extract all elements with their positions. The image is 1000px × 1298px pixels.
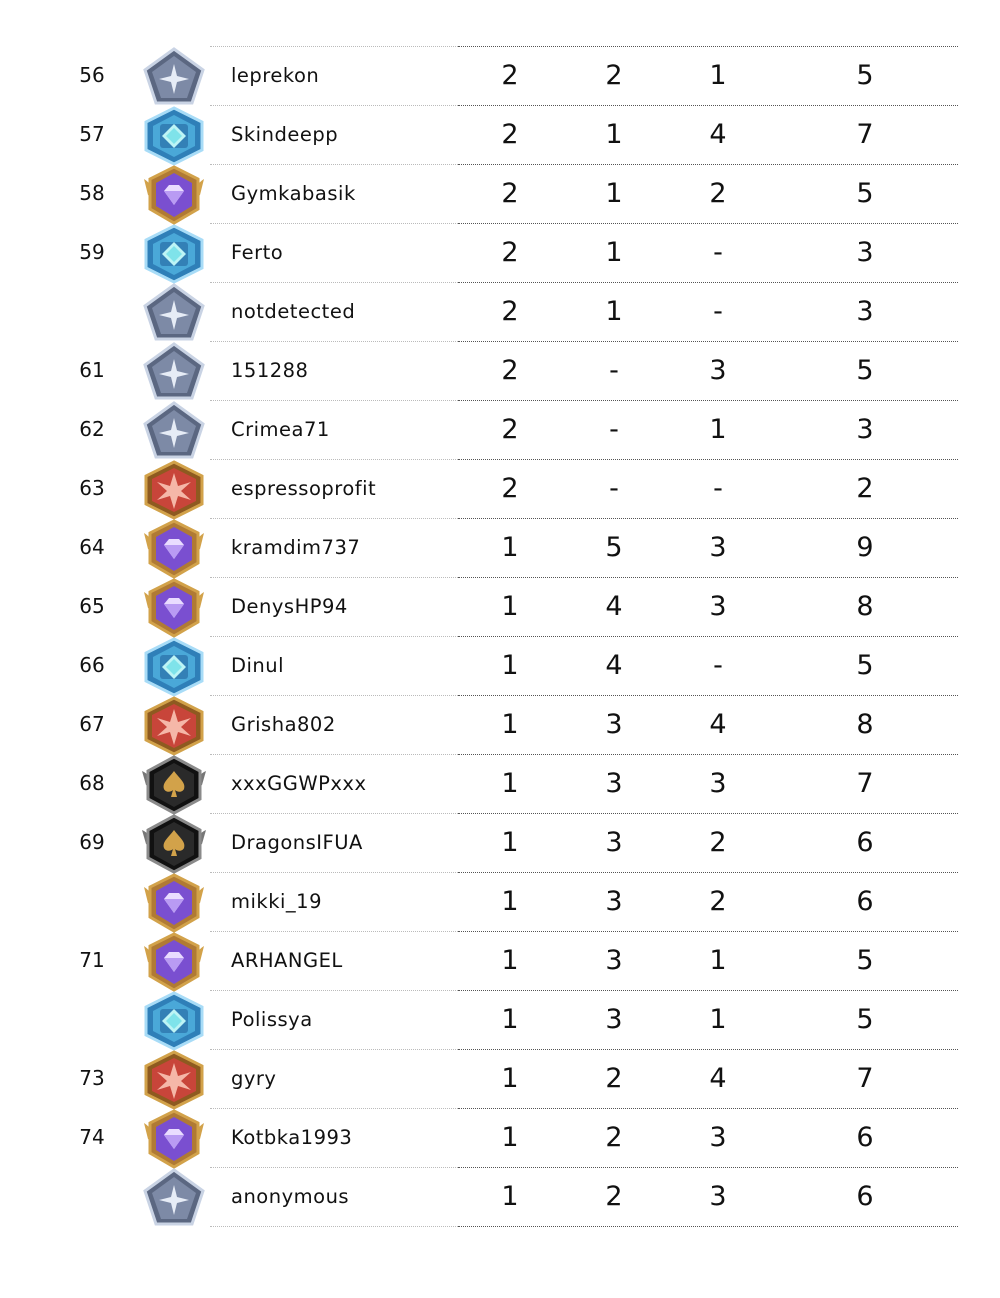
score-total: 7 bbox=[856, 1063, 874, 1094]
red-star-badge bbox=[140, 460, 208, 520]
score-column-1: 1 bbox=[501, 1181, 519, 1212]
rank-number: 59 bbox=[79, 240, 105, 264]
score-column-3: - bbox=[713, 473, 723, 504]
score-column-2: - bbox=[609, 473, 619, 504]
table-row bbox=[0, 755, 1000, 814]
table-row bbox=[0, 873, 1000, 932]
rank-number: 68 bbox=[79, 771, 105, 795]
purple-diamond-badge bbox=[140, 932, 208, 992]
rank-number: 65 bbox=[79, 594, 105, 618]
player-name: notdetected bbox=[231, 300, 356, 323]
player-name: gyry bbox=[231, 1067, 277, 1090]
rank-number: 58 bbox=[79, 181, 105, 205]
score-total: 8 bbox=[856, 709, 874, 740]
table-row bbox=[0, 342, 1000, 401]
black-spade-badge bbox=[140, 814, 208, 874]
score-column-3: 3 bbox=[709, 532, 727, 563]
rank-number: 73 bbox=[79, 1066, 105, 1090]
score-column-3: 3 bbox=[709, 1181, 727, 1212]
player-name: Grisha802 bbox=[231, 713, 336, 736]
purple-diamond-badge bbox=[140, 578, 208, 638]
silver-star-badge bbox=[140, 283, 208, 343]
score-total: 5 bbox=[856, 945, 874, 976]
black-spade-badge bbox=[140, 755, 208, 815]
score-total: 6 bbox=[856, 827, 874, 858]
score-column-1: 2 bbox=[501, 355, 519, 386]
blue-crystal-badge bbox=[140, 106, 208, 166]
score-column-3: 4 bbox=[709, 1063, 727, 1094]
score-column-3: 2 bbox=[709, 178, 727, 209]
player-name: Crimea71 bbox=[231, 418, 330, 441]
table-row bbox=[0, 47, 1000, 106]
score-total: 6 bbox=[856, 1122, 874, 1153]
table-row bbox=[0, 283, 1000, 342]
score-column-3: 2 bbox=[709, 886, 727, 917]
score-column-3: 1 bbox=[709, 1004, 727, 1035]
silver-star-badge bbox=[140, 1168, 208, 1228]
score-column-3: 3 bbox=[709, 1122, 727, 1153]
table-row bbox=[0, 401, 1000, 460]
purple-diamond-badge bbox=[140, 519, 208, 579]
silver-star-badge bbox=[140, 342, 208, 402]
score-column-1: 1 bbox=[501, 1122, 519, 1153]
score-column-1: 1 bbox=[501, 591, 519, 622]
table-row bbox=[0, 519, 1000, 578]
player-name: Polissya bbox=[231, 1008, 313, 1031]
table-row bbox=[0, 814, 1000, 873]
score-total: 5 bbox=[856, 355, 874, 386]
score-column-1: 2 bbox=[501, 473, 519, 504]
score-column-2: 1 bbox=[605, 296, 623, 327]
rank-number: 61 bbox=[79, 358, 105, 382]
score-column-2: 2 bbox=[605, 1122, 623, 1153]
red-star-badge bbox=[140, 696, 208, 756]
blue-crystal-badge bbox=[140, 991, 208, 1051]
purple-diamond-badge bbox=[140, 873, 208, 933]
blue-crystal-badge bbox=[140, 224, 208, 284]
score-column-2: 2 bbox=[605, 60, 623, 91]
score-column-1: 2 bbox=[501, 119, 519, 150]
rank-number: 62 bbox=[79, 417, 105, 441]
score-total: 9 bbox=[856, 532, 874, 563]
score-column-1: 1 bbox=[501, 1004, 519, 1035]
table-row bbox=[0, 696, 1000, 755]
rank-number: 67 bbox=[79, 712, 105, 736]
table-row bbox=[0, 1050, 1000, 1109]
table-row bbox=[0, 1109, 1000, 1168]
score-column-3: 3 bbox=[709, 355, 727, 386]
score-column-2: 3 bbox=[605, 768, 623, 799]
score-column-3: - bbox=[713, 237, 723, 268]
player-name: anonymous bbox=[231, 1185, 350, 1208]
player-name: Dinul bbox=[231, 654, 285, 677]
score-column-1: 2 bbox=[501, 414, 519, 445]
score-column-3: - bbox=[713, 650, 723, 681]
purple-diamond-badge bbox=[140, 1109, 208, 1169]
score-column-3: 3 bbox=[709, 768, 727, 799]
rank-number: 63 bbox=[79, 476, 105, 500]
score-column-2: 1 bbox=[605, 237, 623, 268]
score-column-1: 1 bbox=[501, 1063, 519, 1094]
score-total: 3 bbox=[856, 296, 874, 327]
score-column-2: - bbox=[609, 414, 619, 445]
player-name: Gymkabasik bbox=[231, 182, 356, 205]
rank-number: 74 bbox=[79, 1125, 105, 1149]
score-column-3: 3 bbox=[709, 591, 727, 622]
score-column-3: 1 bbox=[709, 945, 727, 976]
table-row bbox=[0, 224, 1000, 283]
score-column-2: 3 bbox=[605, 709, 623, 740]
player-name: ARHANGEL bbox=[231, 949, 343, 972]
score-column-2: 2 bbox=[605, 1181, 623, 1212]
player-name: leprekon bbox=[231, 64, 320, 87]
score-column-3: 4 bbox=[709, 119, 727, 150]
score-total: 5 bbox=[856, 650, 874, 681]
score-column-1: 2 bbox=[501, 237, 519, 268]
score-column-3: 1 bbox=[709, 60, 727, 91]
score-total: 7 bbox=[856, 119, 874, 150]
score-column-1: 1 bbox=[501, 827, 519, 858]
score-column-2: 3 bbox=[605, 827, 623, 858]
score-column-1: 2 bbox=[501, 178, 519, 209]
table-row bbox=[0, 578, 1000, 637]
score-column-2: 4 bbox=[605, 650, 623, 681]
rank-number: 56 bbox=[79, 63, 105, 87]
score-total: 6 bbox=[856, 886, 874, 917]
player-name: xxxGGWPxxx bbox=[231, 772, 367, 795]
rank-number: 71 bbox=[79, 948, 105, 972]
player-name: DragonsIFUA bbox=[231, 831, 363, 854]
score-column-2: - bbox=[609, 355, 619, 386]
score-column-2: 1 bbox=[605, 178, 623, 209]
rank-number: 69 bbox=[79, 830, 105, 854]
table-row bbox=[0, 460, 1000, 519]
score-column-1: 1 bbox=[501, 886, 519, 917]
player-name: espressoprofit bbox=[231, 477, 377, 500]
rank-number: 57 bbox=[79, 122, 105, 146]
score-column-1: 1 bbox=[501, 709, 519, 740]
player-name: Ferto bbox=[231, 241, 284, 264]
score-column-3: 1 bbox=[709, 414, 727, 445]
score-total: 7 bbox=[856, 768, 874, 799]
player-name: Kotbka1993 bbox=[231, 1126, 353, 1149]
table-row bbox=[0, 991, 1000, 1050]
score-total: 8 bbox=[856, 591, 874, 622]
score-total: 6 bbox=[856, 1181, 874, 1212]
score-column-2: 3 bbox=[605, 886, 623, 917]
purple-diamond-badge bbox=[140, 165, 208, 225]
table-row bbox=[0, 165, 1000, 224]
score-column-1: 1 bbox=[501, 945, 519, 976]
table-row bbox=[0, 106, 1000, 165]
silver-star-badge bbox=[140, 47, 208, 107]
rank-number: 66 bbox=[79, 653, 105, 677]
silver-star-badge bbox=[140, 401, 208, 461]
score-column-1: 2 bbox=[501, 296, 519, 327]
blue-crystal-badge bbox=[140, 637, 208, 697]
score-column-2: 5 bbox=[605, 532, 623, 563]
table-row bbox=[0, 637, 1000, 696]
score-total: 2 bbox=[856, 473, 874, 504]
score-total: 3 bbox=[856, 237, 874, 268]
player-name: Skindeepp bbox=[231, 123, 339, 146]
player-name: mikki_19 bbox=[231, 890, 322, 913]
table-row bbox=[0, 932, 1000, 991]
score-column-1: 1 bbox=[501, 532, 519, 563]
score-column-2: 2 bbox=[605, 1063, 623, 1094]
score-column-2: 1 bbox=[605, 119, 623, 150]
score-column-2: 3 bbox=[605, 945, 623, 976]
score-column-1: 1 bbox=[501, 650, 519, 681]
score-total: 5 bbox=[856, 60, 874, 91]
score-column-3: 2 bbox=[709, 827, 727, 858]
score-total: 3 bbox=[856, 414, 874, 445]
rank-number: 64 bbox=[79, 535, 105, 559]
score-total: 5 bbox=[856, 1004, 874, 1035]
red-star-badge bbox=[140, 1050, 208, 1110]
score-column-1: 2 bbox=[501, 60, 519, 91]
score-column-1: 1 bbox=[501, 768, 519, 799]
score-total: 5 bbox=[856, 178, 874, 209]
score-column-3: 4 bbox=[709, 709, 727, 740]
score-column-2: 3 bbox=[605, 1004, 623, 1035]
player-name: kramdim737 bbox=[231, 536, 361, 559]
player-name: 151288 bbox=[231, 359, 309, 382]
table-row bbox=[0, 1168, 1000, 1227]
player-name: DenysHP94 bbox=[231, 595, 348, 618]
leaderboard-table bbox=[0, 47, 1000, 1227]
score-column-3: - bbox=[713, 296, 723, 327]
score-column-2: 4 bbox=[605, 591, 623, 622]
